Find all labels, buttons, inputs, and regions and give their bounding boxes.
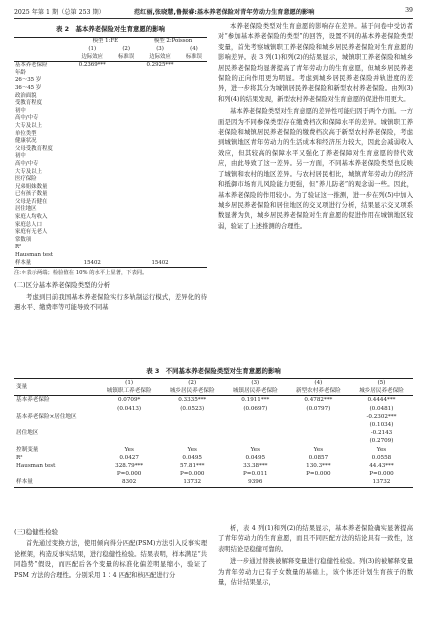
cell-value: Yes [250, 446, 260, 453]
cell-value: 0.1911*** [241, 397, 270, 404]
cell-value: 13732 [350, 478, 413, 487]
table3-row [14, 437, 413, 445]
cell-value [71, 77, 113, 85]
cell-value [98, 437, 161, 445]
cell-value [113, 146, 139, 154]
table2-head: 边际效应 [71, 54, 113, 62]
cell-value [287, 413, 350, 421]
paragraph: 基本养老保险类型对生育意愿的差异性可能归因于两个方面。一方面是因为不同参保类型存在缴费档次和保障水平的差异。城镇职工养老保险和城镇居民养老保险的缴费档次高于新型农村养老保险，考虑到城镇地区青年劳动力的生活成本和经济压力较大，因此会减弱收入效应，但其较高的保障水平又强化了养老保障对生育意愿的替代效应，由此导致了这一差异。另一方面，不同基本养老保险类型也反映了城镇和农村的地区差异。与农村居民相比，城镇青年劳动力的经济和抵御市场育儿风险能力更强，但“养儿防老”的观念弱一些。因此，基本养老保险的作用较小。为了验证这一推测，进一步在列(5)中加入城乡居民养老保险和居住地区的交叉项进行分析，结果显示交叉项系数显著为负，城乡居民养老保险对生育意愿的促进作用在城镇地区较弱，验证了上述推测的合理性。 [218, 108, 413, 230]
cell-value: 0.0495 [245, 454, 266, 461]
table2-head: (2) [122, 46, 130, 52]
table2-row [14, 199, 207, 207]
cell-value [113, 169, 139, 177]
cell-value [71, 115, 113, 123]
table3-row [14, 405, 413, 413]
cell-value: (0.2709) [369, 438, 394, 445]
cell-value [71, 191, 113, 199]
cell-value [71, 161, 113, 169]
bottom-left-column [14, 524, 207, 583]
row-label: 基本养老保险×居住地区 [16, 413, 77, 420]
cell-value [139, 199, 181, 207]
row-label: 已有孩子数量 [15, 191, 48, 198]
cell-value [71, 153, 113, 161]
cell-value [181, 191, 207, 199]
paragraph: 析，表 4 列(1)和列(2)的结果显示，基本养老保险确实显著提高了青年劳动力的生育意愿，而且不同匹配方法的结论具有一致性，这表明结论是稳健可靠的。 [218, 525, 413, 553]
row-label: 初中 [15, 153, 26, 160]
cell-value [113, 115, 139, 123]
cell-value: (0.0697) [243, 405, 268, 412]
cell-value [139, 191, 181, 199]
cell-value [98, 413, 161, 421]
paragraph: 进一步通过替换被解释变量进行稳健性检验。列(3)的被解释变量为青年劳动力已有子女数量的基础上，该个体还计划生育孩子的数量，估计结果显示， [218, 558, 413, 587]
table2-row [14, 191, 207, 199]
cell-value [139, 176, 181, 184]
cell-value [71, 169, 113, 177]
table2-head [14, 54, 71, 62]
cell-value [113, 222, 139, 230]
cell-value [181, 237, 207, 245]
right-column [218, 22, 413, 234]
cell-value: 0.2925*** [146, 62, 174, 69]
row-label: 居住地区 [16, 430, 39, 437]
cell-value [98, 429, 161, 437]
cell-value [224, 421, 287, 429]
table2-caption: 表 2 基本养老保险对生育意愿的影响 [56, 25, 165, 33]
cell-value [71, 229, 113, 237]
cell-value: 33.38*** [243, 463, 268, 470]
table3-row [14, 421, 413, 429]
row-label: 家庭总人口 [15, 221, 42, 228]
cell-value [224, 429, 287, 437]
cell-value [71, 108, 113, 116]
cell-value [181, 146, 207, 154]
table3 [14, 378, 413, 488]
left-column [14, 22, 207, 315]
cell-value [181, 169, 207, 177]
cell-value: 130.3*** [306, 463, 331, 470]
paragraph: 首先通过变换方法，使用倾向得分匹配(PSM)方法引入反事实理论框架，构造反事实结果，进行稳健性检验。结果表明，样本满足“共同趋势”假设，而匹配后各个变量的标准化偏差明显缩小，验证了 PSM 方法的合理性。分别采用 1∶4 匹配和核匹配进行分 [14, 540, 207, 579]
cell-value [181, 199, 207, 207]
cell-value [139, 169, 181, 177]
cell-value [71, 138, 113, 146]
cell-value: 13732 [161, 478, 224, 487]
cell-value [287, 429, 350, 437]
table2-head: 标准误 [181, 54, 207, 62]
cell-value [71, 93, 113, 101]
cell-value [139, 77, 181, 85]
table2-row [14, 138, 207, 146]
table3-head: 变量 [14, 379, 98, 396]
cell-value [71, 244, 113, 252]
cell-value [113, 244, 139, 252]
table3-row [14, 413, 413, 421]
table3-block [14, 364, 413, 488]
cell-value [181, 252, 207, 260]
cell-value: 0.0558 [371, 454, 392, 461]
table2-head: 边际效应 [139, 54, 181, 62]
cell-value [161, 421, 224, 429]
table2-row [14, 123, 207, 131]
table3-head: (3) 城镇居民养老保险 [224, 379, 287, 396]
cell-value [113, 229, 139, 237]
table3-row [14, 454, 413, 462]
cell-value [113, 176, 139, 184]
table2-head: 模型 1:FE [71, 38, 139, 46]
table2-head [14, 46, 71, 54]
cell-value: 0.2369*** [78, 62, 106, 69]
cell-value: 44.43*** [369, 463, 394, 470]
cell-value [139, 244, 181, 252]
cell-value: Yes [187, 446, 197, 453]
cell-value [71, 70, 113, 78]
cell-value [181, 108, 207, 116]
cell-value [113, 206, 139, 214]
cell-value [71, 123, 113, 131]
cell-value [181, 229, 207, 237]
cell-value [71, 100, 113, 108]
cell-value: Yes [124, 446, 134, 453]
table2-row [14, 153, 207, 161]
cell-value [113, 184, 139, 192]
cell-value [161, 413, 224, 421]
table2-head: (4) [190, 46, 198, 52]
cell-value [181, 85, 207, 93]
cell-value [181, 77, 207, 85]
row-label: 家庭有无老人 [15, 229, 48, 236]
row-label: 常数项 [15, 236, 32, 243]
cell-value: 8302 [98, 478, 161, 487]
cell-value: (0.0413) [117, 405, 142, 412]
cell-value [181, 100, 207, 108]
cell-value [71, 222, 113, 230]
row-label: R² [15, 244, 22, 251]
running-title: 范红丽,张晓慧,鲁振睿:基本养老保险对青年劳动力生育意愿的影响 [134, 9, 315, 16]
cell-value [113, 252, 139, 260]
cell-value [139, 123, 181, 131]
cell-value: 0.4782*** [304, 397, 333, 404]
table2-row [14, 206, 207, 214]
cell-value [139, 93, 181, 101]
table3-row [14, 429, 413, 437]
cell-value [113, 214, 139, 222]
cell-value: 0.4444*** [367, 397, 396, 404]
cell-value: Yes [313, 446, 324, 453]
table2-row [14, 237, 207, 245]
cell-value [139, 85, 181, 93]
table2-row [14, 85, 207, 93]
cell-value [113, 260, 139, 268]
table2-row [14, 176, 207, 184]
cell-value [181, 115, 207, 123]
bottom-right-column [218, 524, 413, 590]
cell-value: 0.3335*** [178, 397, 207, 404]
cell-value [139, 100, 181, 108]
cell-value [139, 229, 181, 237]
cell-value [71, 237, 113, 245]
cell-value [113, 93, 139, 101]
section-heading: (三)稳健性检验 [14, 528, 59, 536]
table3-row [14, 396, 413, 405]
row-label: 初中 [15, 107, 26, 114]
cell-value: 328.79*** [115, 463, 144, 470]
row-label: 控制变量 [16, 446, 39, 453]
cell-value [139, 138, 181, 146]
row-label: 居住地区 [15, 206, 37, 213]
table2-head [14, 38, 71, 46]
cell-value: 9396 [224, 478, 287, 487]
table2-row [14, 252, 207, 260]
cell-value: (0.0523) [180, 405, 205, 412]
cell-value: P=0.000 [306, 471, 331, 478]
cell-value: (0.0481) [369, 405, 394, 412]
cell-value: 0.0427 [119, 454, 139, 461]
table3-head: (1) 城镇职工养老保险 [98, 379, 161, 396]
cell-value [113, 70, 139, 78]
table3-head: (5) 城乡居民养老保险 [350, 379, 413, 396]
row-label: 高中/中专 [15, 115, 39, 122]
row-label: 兄弟姐妹数量 [15, 183, 48, 190]
cell-value: 0.0495 [182, 454, 202, 461]
row-label [14, 405, 98, 413]
table2-row [14, 108, 207, 116]
row-label: 高中/中专 [15, 160, 39, 167]
cell-value: (0.0797) [306, 405, 331, 412]
row-label: 样本量 [14, 478, 98, 487]
row-label: 家庭人均收入 [15, 214, 48, 221]
cell-value [113, 131, 139, 139]
cell-value: 0.0857 [308, 454, 329, 461]
cell-value [139, 237, 181, 245]
cell-value: -0.2143 [370, 430, 393, 437]
table2-row [14, 131, 207, 139]
cell-value [139, 108, 181, 116]
row-label: 受教育程度 [15, 100, 42, 107]
cell-value [113, 199, 139, 207]
cell-value: P=0.000 [369, 471, 394, 478]
section-heading: (二)区分基本养老保险类型的分析 [14, 281, 111, 290]
row-label: Hausman test [16, 463, 56, 470]
cell-value [181, 123, 207, 131]
cell-value [181, 260, 207, 268]
cell-value: P=0.011 [243, 471, 268, 478]
table2-row [14, 93, 207, 101]
table3-row [14, 470, 413, 478]
issue-label: 2025 年第 1 期（总第 253 期） [14, 9, 105, 16]
cell-value [139, 146, 181, 154]
table2 [14, 37, 207, 268]
cell-value [71, 131, 113, 139]
row-label [14, 470, 98, 478]
row-label: 健康状况 [15, 138, 37, 145]
cell-value [113, 108, 139, 116]
cell-value [224, 413, 287, 421]
cell-value [287, 437, 350, 445]
cell-value [181, 138, 207, 146]
row-label: 样本量 [14, 260, 71, 268]
cell-value [181, 161, 207, 169]
table2-row [14, 100, 207, 108]
cell-value [139, 131, 181, 139]
row-label: 父母受教育程度 [15, 145, 53, 152]
cell-value [181, 70, 207, 78]
row-label: 大专及以上 [15, 122, 42, 129]
cell-value [113, 138, 139, 146]
table2-head: 模型 2:Poisson [139, 38, 207, 46]
row-label: R² [16, 454, 23, 461]
cell-value [139, 252, 181, 260]
cell-value [71, 146, 113, 154]
cell-value [113, 123, 139, 131]
cell-value [71, 184, 113, 192]
cell-value [139, 206, 181, 214]
row-label [14, 421, 98, 429]
row-label: 36～45 岁 [15, 84, 42, 91]
cell-value: P=0.000 [116, 471, 142, 478]
table2-head: (1) [88, 46, 97, 52]
cell-value [139, 153, 181, 161]
cell-value: P=0.000 [179, 471, 205, 478]
cell-value [161, 429, 224, 437]
cell-value [181, 214, 207, 222]
cell-value [181, 206, 207, 214]
row-label: 医疗保险 [15, 176, 37, 183]
cell-value [71, 252, 113, 260]
page-number: 39 [405, 7, 413, 14]
cell-value: Yes [376, 446, 387, 453]
cell-value [71, 199, 113, 207]
cell-value [181, 131, 207, 139]
cell-value [113, 62, 139, 70]
table3-row [14, 446, 413, 454]
row-label: 政治面貌 [15, 92, 37, 99]
row-label: 26～35 岁 [15, 77, 42, 84]
cell-value [113, 161, 139, 169]
table2-row [14, 70, 207, 78]
cell-value: 0.0709* [117, 397, 141, 404]
cell-value: (0.1034) [369, 422, 394, 429]
cell-value [139, 222, 181, 230]
table2-row [14, 62, 207, 70]
cell-value [181, 62, 207, 70]
cell-value [113, 153, 139, 161]
row-label: 年龄 [15, 69, 26, 76]
cell-value [113, 191, 139, 199]
cell-value [287, 478, 350, 487]
cell-value [181, 93, 207, 101]
cell-value [181, 176, 207, 184]
cell-value [113, 77, 139, 85]
table2-row [14, 244, 207, 252]
cell-value [113, 85, 139, 93]
table3-row [14, 478, 413, 487]
cell-value: -0.2302*** [366, 413, 397, 420]
cell-value: 15402 [71, 260, 113, 268]
row-label [14, 437, 98, 445]
row-label: 基本养老保险 [16, 397, 50, 404]
cell-value [181, 222, 207, 230]
row-label: 父母是否健在 [15, 198, 48, 205]
table3-row [14, 462, 413, 470]
cell-value [139, 214, 181, 222]
row-label: 单位类型 [15, 130, 37, 137]
running-header [14, 6, 413, 19]
table2-row [14, 169, 207, 177]
table2-row [14, 146, 207, 154]
table3-head: (4) 新型农村养老保险 [287, 379, 350, 396]
cell-value [71, 85, 113, 93]
cell-value [139, 161, 181, 169]
table2-note: 注:＊表示两端；检验值在 10% 的水平上显著，下表同。 [14, 270, 148, 277]
table2-row [14, 77, 207, 85]
cell-value [139, 184, 181, 192]
table2-row [14, 161, 207, 169]
cell-value [287, 421, 350, 429]
cell-value [71, 176, 113, 184]
paragraph: 本养老保险类型对生育意愿的影响存在差异。基于问卷中受访者对“参加基本养老保险的类型”的回答，设置不同的基本养老保险类型变量，首先考察城镇职工养老保险和城乡居民养老保险对生育意愿的影响差异。表 3 列(1)和列(2)的结果显示，城镇职工养老保险和城乡居民养老保险均显著提高了青年劳动力的生育意愿，但城乡居民养老保险的正向作用更为明显。考虑到城乡居民养老保险并轨进度的差异，进一步将其分为城镇居民养老保险和新型农村养老保险。由列(3)和列(4)的结果发现，新型农村养老保险对生育意愿的促进作用更大。 [218, 23, 413, 103]
cell-value [181, 153, 207, 161]
table2-head: (3) [156, 46, 164, 52]
cell-value [224, 437, 287, 445]
row-label: 大专及以上 [15, 168, 42, 175]
cell-value [181, 184, 207, 192]
cell-value: 57.81*** [180, 463, 205, 470]
table3-head: (2) 城乡居民养老保险 [161, 379, 224, 396]
table2-row [14, 214, 207, 222]
cell-value [181, 244, 207, 252]
paragraph: 考虑到目前我国基本养老保险实行多轨制运行模式，差异化的待遇水平、缴费率等可能导致不同基 [14, 293, 207, 312]
cell-value: 15402 [139, 260, 181, 268]
cell-value [98, 421, 161, 429]
cell-value [71, 214, 113, 222]
table2-head: 标准误 [113, 54, 139, 62]
cell-value [139, 70, 181, 78]
cell-value [113, 100, 139, 108]
cell-value [113, 237, 139, 245]
cell-value [139, 115, 181, 123]
cell-value [161, 437, 224, 445]
table2-row [14, 115, 207, 123]
row-label: Hausman test [15, 252, 53, 259]
cell-value [71, 206, 113, 214]
table2-row [14, 229, 207, 237]
table3-caption: 表 3 不同基本养老保险类型对生育意愿的影响 [146, 367, 281, 375]
table2-row [14, 260, 207, 268]
row-label: 基本养老保险 [15, 62, 48, 69]
